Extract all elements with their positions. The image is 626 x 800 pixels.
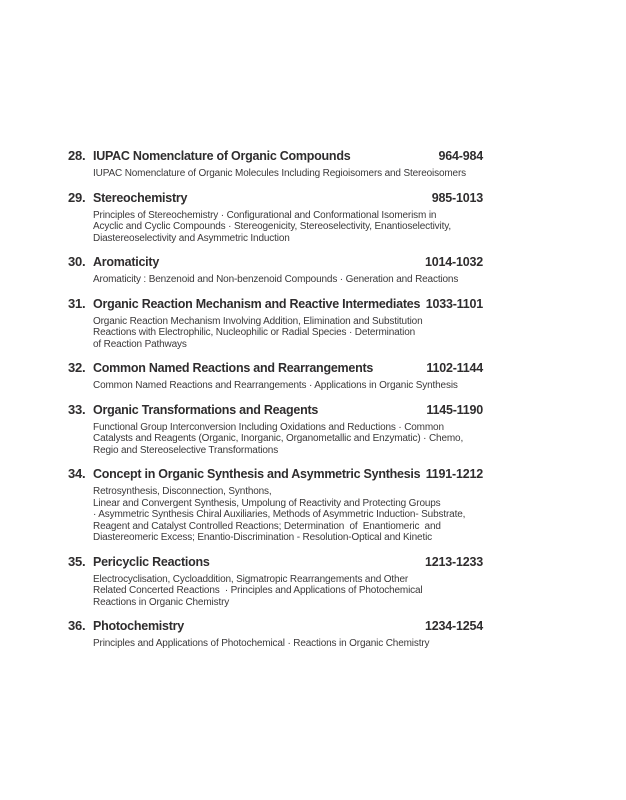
description-line: Electrocyclisation, Cycloaddition, Sigmatropic Rearrangements and Other — [93, 573, 409, 585]
toc-entry-header — [68, 297, 483, 311]
description-line: Reagent and Catalyst Controlled Reactions; Determination of Enantiomeric and — [93, 520, 441, 532]
toc-entry-header — [68, 191, 483, 205]
toc-entry — [68, 255, 483, 286]
toc-entry-header — [68, 255, 483, 269]
toc-entry-header — [68, 555, 483, 569]
chapter-page-range: 1234-1254 — [425, 619, 483, 633]
description-line: Diastereomeric Excess; Enantio-Discrimination - Resolution-Optical and Kinetic — [93, 532, 432, 543]
chapter-description — [93, 486, 483, 544]
chapter-title: Common Named Reactions and Rearrangements — [93, 361, 374, 375]
description-line: Principles and Applications of Photochemical · Reactions in Organic Chemistry — [93, 638, 430, 649]
chapter-description — [93, 380, 483, 392]
chapter-page-range: 1033-1101 — [425, 296, 483, 311]
chapter-page-range: 964-984 — [438, 149, 483, 163]
chapter-number: 36. — [68, 618, 86, 633]
toc-entry — [68, 297, 483, 351]
chapter-number: 30. — [68, 254, 86, 269]
chapter-number: 29. — [68, 189, 86, 205]
toc-entry — [68, 361, 483, 392]
chapter-title: Organic Transformations and Reagents — [93, 402, 319, 417]
description-line: Linear and Convergent Synthesis, Umpolung of Reactivity and Protecting Groups — [93, 497, 441, 509]
toc-list — [68, 149, 483, 661]
toc-entry — [68, 191, 483, 245]
chapter-page-range: 1191-1212 — [425, 467, 483, 481]
description-line: Reactions in Organic Chemistry — [93, 596, 230, 608]
toc-entry — [68, 555, 483, 609]
chapter-number: 33. — [68, 401, 86, 417]
description-line: IUPAC Nomenclature of Organic Molecules Including Regioisomers and Stereoisomers — [93, 168, 466, 179]
description-line: Reactions with Electrophilic, Nucleophilic or Radial Species · Determination — [93, 327, 416, 338]
chapter-number: 35. — [68, 553, 86, 569]
chapter-title: Stereochemistry — [93, 190, 188, 205]
chapter-description — [93, 638, 483, 650]
toc-entry-header — [68, 467, 483, 481]
chapter-page-range: 1014-1032 — [425, 255, 483, 269]
toc-entry — [68, 619, 483, 650]
chapter-number: 28. — [68, 148, 86, 163]
description-line: Organic Reaction Mechanism Involving Addition, Elimination and Substitution — [93, 315, 423, 327]
chapter-number: 34. — [68, 466, 86, 481]
description-line: Diastereoselectivity and Asymmetric Induction — [93, 232, 290, 244]
chapter-description — [93, 422, 483, 457]
toc-entry — [68, 403, 483, 457]
toc-entry-header — [68, 619, 483, 633]
chapter-title: IUPAC Nomenclature of Organic Compounds — [93, 149, 351, 163]
chapter-description — [93, 574, 483, 609]
toc-entry — [68, 149, 483, 180]
description-line: Regio and Stereoselective Transformations — [93, 444, 279, 456]
toc-entry-header — [68, 361, 483, 375]
description-line: · Asymmetric Synthesis Chiral Auxiliaries, Methods of Asymmetric Induction- Substrate, — [93, 509, 466, 520]
description-line: of Reaction Pathways — [93, 338, 187, 350]
chapter-description — [93, 210, 483, 245]
chapter-page-range: 1213-1233 — [425, 554, 483, 569]
chapter-title: Photochemistry — [93, 619, 184, 633]
chapter-page-range: 1145-1190 — [426, 402, 483, 417]
description-line: Acyclic and Cyclic Compounds · Stereogenicity, Stereoselectivity, Enantioselectivity, — [93, 221, 451, 232]
chapter-title: Aromaticity — [93, 255, 160, 269]
chapter-page-range: 1102-1144 — [426, 361, 483, 375]
chapter-description — [93, 274, 483, 286]
description-line: Retrosynthesis, Disconnection, Synthons, — [93, 486, 272, 497]
chapter-description — [93, 168, 483, 180]
toc-entry — [68, 467, 483, 544]
toc-entry-header — [68, 149, 483, 163]
chapter-number: 31. — [68, 295, 86, 311]
description-line: Aromaticity : Benzenoid and Non-benzenoid Compounds · Generation and Reactions — [93, 274, 459, 285]
chapter-number: 32. — [68, 360, 86, 375]
description-line: Catalysts and Reagents (Organic, Inorganic, Organometallic and Enzymatic) · Chemo, — [93, 433, 464, 444]
description-line: Principles of Stereochemistry · Configurational and Conformational Isomerism in — [93, 209, 437, 221]
chapter-title: Pericyclic Reactions — [93, 554, 210, 569]
chapter-page-range: 985-1013 — [431, 190, 483, 205]
toc-entry-header — [68, 403, 483, 417]
chapter-title: Organic Reaction Mechanism and Reactive Intermediates — [93, 296, 421, 311]
chapter-description — [93, 316, 483, 351]
description-line: Common Named Reactions and Rearrangements · Applications in Organic Synthesis — [93, 380, 458, 391]
description-line: Related Concerted Reactions · Principles and Applications of Photochemical — [93, 585, 423, 596]
description-line: Functional Group Interconversion Including Oxidations and Reductions · Common — [93, 421, 444, 433]
chapter-title: Concept in Organic Synthesis and Asymmetric Synthesis — [93, 467, 421, 481]
